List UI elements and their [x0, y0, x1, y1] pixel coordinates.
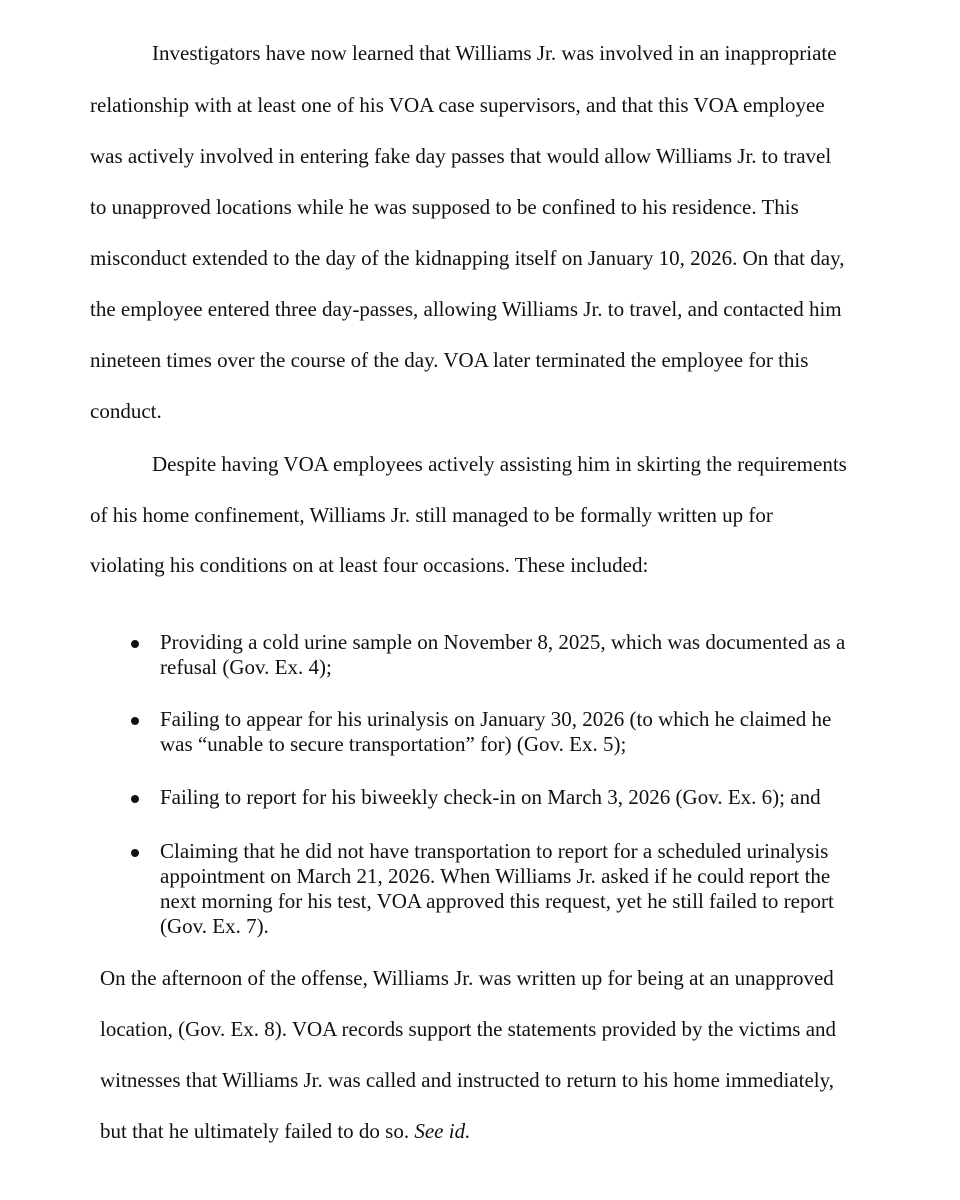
- paragraph-line: Investigators have now learned that Williams Jr. was involved in an inappropriate: [152, 41, 837, 65]
- paragraph-line: was actively involved in entering fake day passes that would allow Williams Jr. to travel: [90, 144, 832, 168]
- bullet-icon: [131, 849, 139, 857]
- list-item-line: (Gov. Ex. 7).: [160, 914, 269, 938]
- paragraph-last-line: [100, 1119, 470, 1144]
- paragraph-line: witnesses that Williams Jr. was called and instructed to return to his home immediately,: [100, 1068, 835, 1092]
- list-item-line: Failing to report for his biweekly check-in on March 3, 2026 (Gov. Ex. 6); and: [160, 785, 821, 809]
- paragraph-line: relationship with at least one of his VOA case supervisors, and that this VOA employee: [90, 93, 825, 117]
- citation-see-id: See id.: [414, 1119, 471, 1143]
- bullet-icon: [131, 640, 139, 648]
- paragraph-line: the employee entered three day-passes, allowing Williams Jr. to travel, and contacted him: [90, 297, 842, 321]
- paragraph-line: violating his conditions on at least four occasions. These included:: [90, 553, 649, 577]
- paragraph-line: misconduct extended to the day of the kidnapping itself on January 10, 2026. On that day,: [90, 246, 845, 270]
- paragraph-line: conduct.: [90, 399, 162, 423]
- paragraph-line-text: but that he ultimately failed to do so.: [100, 1119, 410, 1143]
- paragraph-line: location, (Gov. Ex. 8). VOA records support the statements provided by the victims and: [100, 1017, 837, 1041]
- paragraph-line: nineteen times over the course of the day. VOA later terminated the employee for this: [90, 348, 809, 372]
- list-item-line: Providing a cold urine sample on November 8, 2025, which was documented as a: [160, 630, 846, 654]
- list-item-line: next morning for his test, VOA approved this request, yet he still failed to report: [160, 889, 834, 913]
- list-item-line: refusal (Gov. Ex. 4);: [160, 655, 332, 679]
- bullet-icon: [131, 795, 139, 803]
- list-item-line: was “unable to secure transportation” for) (Gov. Ex. 5);: [160, 732, 627, 756]
- paragraph-line: On the afternoon of the offense, Williams Jr. was written up for being at an unapproved: [100, 966, 834, 990]
- list-item-line: appointment on March 21, 2026. When Williams Jr. asked if he could report the: [160, 864, 831, 888]
- list-item-line: Failing to appear for his urinalysis on January 30, 2026 (to which he claimed he: [160, 707, 832, 731]
- paragraph-line: of his home confinement, Williams Jr. still managed to be formally written up for: [90, 503, 773, 527]
- list-item-line: Claiming that he did not have transportation to report for a scheduled urinalysis: [160, 839, 829, 863]
- bullet-icon: [131, 717, 139, 725]
- paragraph-line: Despite having VOA employees actively assisting him in skirting the requirements: [152, 452, 847, 476]
- paragraph-line: to unapproved locations while he was supposed to be confined to his residence. This: [90, 195, 799, 219]
